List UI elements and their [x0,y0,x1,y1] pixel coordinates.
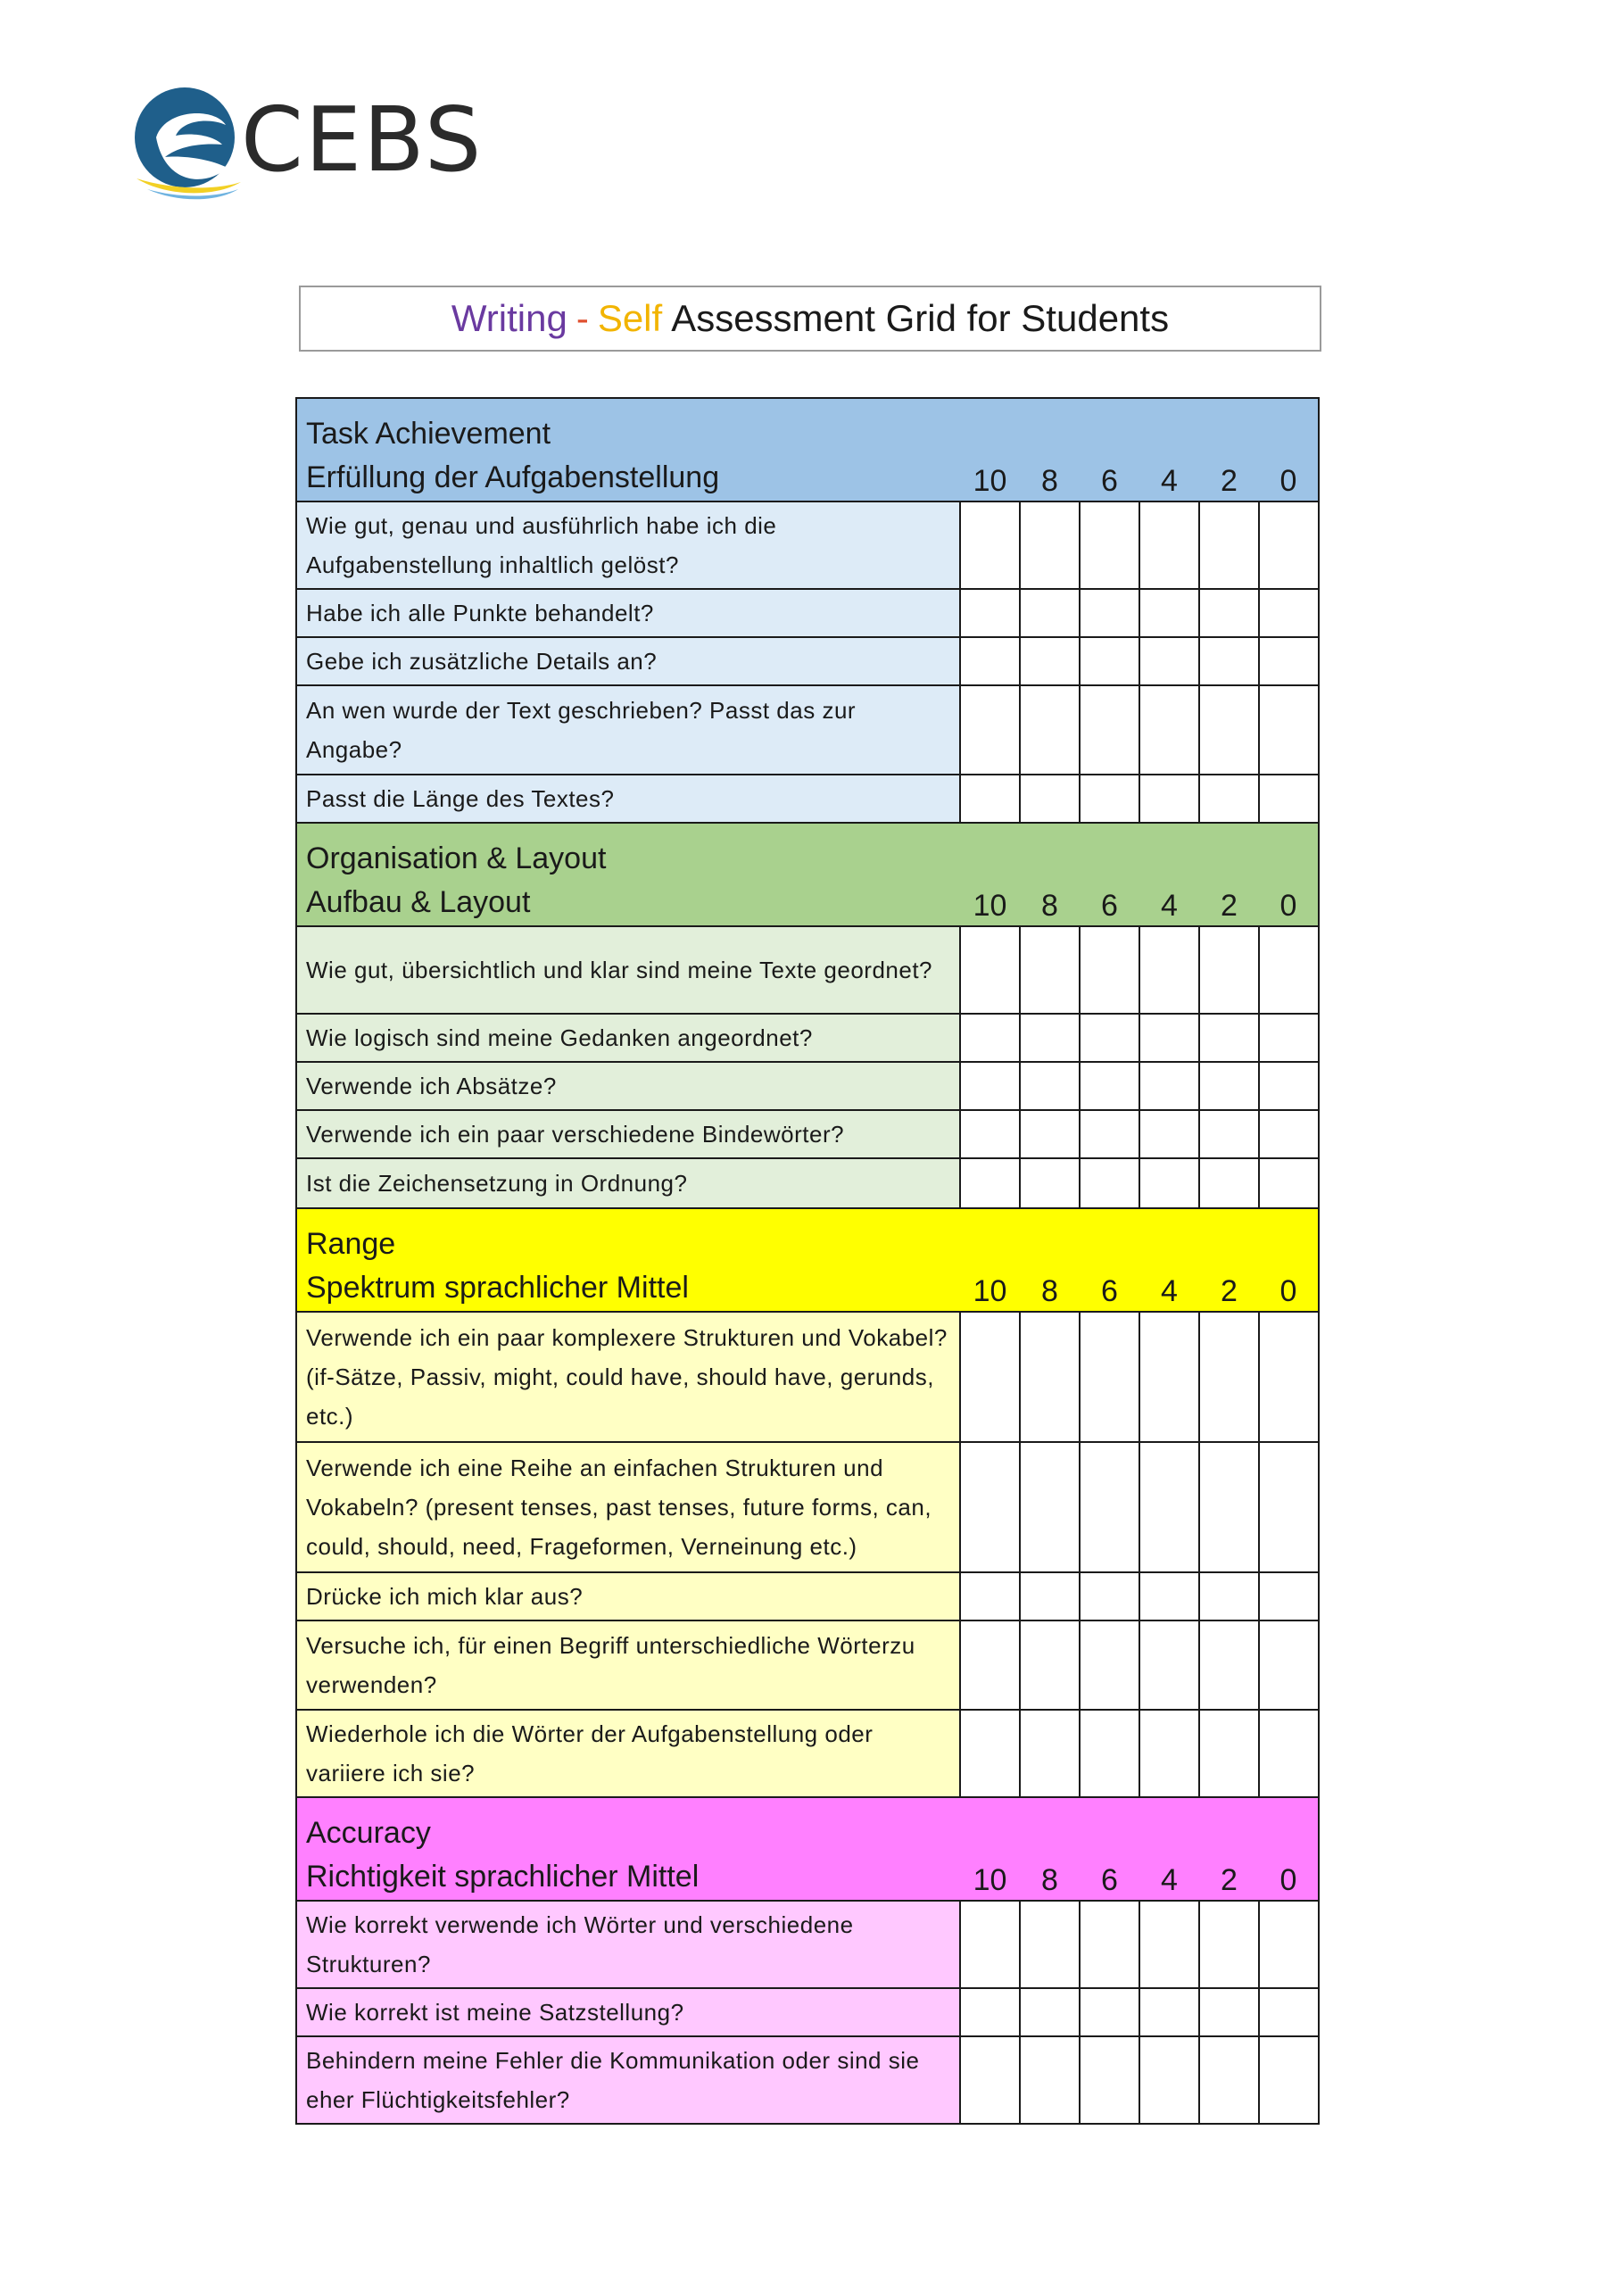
question-text: Wie korrekt ist meine Satzstellung? [296,1988,960,2036]
section-title [296,1797,960,1901]
score-label: 6 [1080,1208,1139,1312]
score-cell[interactable] [1020,1710,1080,1797]
question-text: Ist die Zeichensetzung in Ordnung? [296,1158,960,1208]
score-cell[interactable] [960,775,1020,823]
question-row [296,1442,1319,1572]
section-title-en: Range [306,1227,396,1261]
question-text: Wie korrekt verwende ich Wörter und verschiedene Strukturen? [296,1901,960,1988]
score-cell[interactable] [1259,589,1319,637]
score-cell[interactable] [1139,1014,1199,1062]
score-cell[interactable] [1020,2036,1080,2124]
section-header [296,1797,1319,1901]
score-cell[interactable] [1020,1014,1080,1062]
score-cell[interactable] [1199,1988,1259,2036]
score-cell[interactable] [1080,1110,1139,1158]
score-cell[interactable] [1199,1620,1259,1710]
score-cell[interactable] [960,1062,1020,1110]
score-cell[interactable] [1139,1572,1199,1620]
score-cell[interactable] [1080,1901,1139,1988]
score-cell[interactable] [1020,1158,1080,1208]
score-cell[interactable] [1259,1312,1319,1442]
score-cell[interactable] [1020,775,1080,823]
question-row [296,1901,1319,1988]
question-row [296,1014,1319,1062]
score-label: 2 [1199,1797,1259,1901]
assessment-grid [295,397,1320,2125]
section-title-de: Aufbau & Layout [306,885,531,919]
score-label: 8 [1020,1797,1080,1901]
logo-text: CEBS [241,87,484,192]
score-cell[interactable] [1259,1158,1319,1208]
score-cell[interactable] [1139,1110,1199,1158]
section-title-de: Spektrum sprachlicher Mittel [306,1271,689,1305]
section-title-en: Organisation & Layout [306,841,607,875]
score-label: 4 [1139,1797,1199,1901]
score-cell[interactable] [1199,1062,1259,1110]
score-cell[interactable] [1139,1620,1199,1710]
score-cell[interactable] [960,926,1020,1014]
score-cell[interactable] [1259,926,1319,1014]
score-label: 0 [1259,823,1319,926]
question-text: Verwende ich ein paar komplexere Strukturen und Vokabel? (if-Sätze, Passiv, might, could have, should have, gerunds, etc.) [296,1312,960,1442]
score-cell[interactable] [1199,775,1259,823]
score-label: 0 [1259,398,1319,501]
section-header [296,1208,1319,1312]
question-text: Versuche ich, für einen Begriff unterschiedliche Wörterzu verwenden? [296,1620,960,1710]
score-cell[interactable] [960,1158,1020,1208]
score-cell[interactable] [1199,1014,1259,1062]
score-cell[interactable] [1199,2036,1259,2124]
score-cell[interactable] [1199,1442,1259,1572]
question-text: Verwende ich ein paar verschiedene Bindewörter? [296,1110,960,1158]
question-row [296,589,1319,637]
score-cell[interactable] [960,1710,1020,1797]
question-row [296,685,1319,775]
score-cell[interactable] [960,1901,1020,1988]
score-cell[interactable] [960,1572,1020,1620]
score-cell[interactable] [1020,1620,1080,1710]
score-cell[interactable] [1139,637,1199,685]
cebs-logo-icon [129,82,245,207]
score-label: 10 [960,398,1020,501]
section-title [296,1208,960,1312]
score-cell[interactable] [1080,2036,1139,2124]
question-text: Verwende ich eine Reihe an einfachen Strukturen und Vokabeln? (present tenses, past tenses, future forms, can, could, should, need, Frageformen, Verneinung etc.) [296,1442,960,1572]
score-cell[interactable] [1139,1312,1199,1442]
score-cell[interactable] [1199,1312,1259,1442]
score-cell[interactable] [1020,1572,1080,1620]
score-cell[interactable] [1080,1062,1139,1110]
score-cell[interactable] [1080,1988,1139,2036]
score-cell[interactable] [1139,1710,1199,1797]
score-cell[interactable] [1259,1442,1319,1572]
score-cell[interactable] [1259,501,1319,589]
score-cell[interactable] [960,2036,1020,2124]
question-text: Behindern meine Fehler die Kommunikation oder sind sie eher Flüchtigkeitsfehler? [296,2036,960,2124]
score-cell[interactable] [1199,1710,1259,1797]
score-cell[interactable] [960,1014,1020,1062]
question-row [296,775,1319,823]
score-label: 4 [1139,398,1199,501]
score-cell[interactable] [1020,589,1080,637]
score-cell[interactable] [1259,1620,1319,1710]
score-cell[interactable] [960,637,1020,685]
score-cell[interactable] [1139,1062,1199,1110]
score-cell[interactable] [1259,1014,1319,1062]
page-title [299,286,1321,352]
question-row [296,1988,1319,2036]
score-cell[interactable] [1259,1710,1319,1797]
score-cell[interactable] [1020,637,1080,685]
score-cell[interactable] [1020,1442,1080,1572]
score-cell[interactable] [960,1312,1020,1442]
score-label: 0 [1259,1208,1319,1312]
score-label: 6 [1080,823,1139,926]
score-cell[interactable] [1259,1572,1319,1620]
score-cell[interactable] [1080,1312,1139,1442]
score-cell[interactable] [1139,926,1199,1014]
score-cell[interactable] [1259,2036,1319,2124]
score-cell[interactable] [1139,2036,1199,2124]
section-title-en: Task Achievement [306,417,551,451]
score-cell[interactable] [1080,1014,1139,1062]
score-label: 8 [1020,398,1080,501]
section-title [296,823,960,926]
score-label: 6 [1080,398,1139,501]
section-header [296,823,1319,926]
score-cell[interactable] [1259,1901,1319,1988]
score-cell[interactable] [1199,501,1259,589]
score-cell[interactable] [1139,501,1199,589]
score-label: 10 [960,1208,1020,1312]
question-text: Habe ich alle Punkte behandelt? [296,589,960,637]
score-cell[interactable] [1080,1442,1139,1572]
score-cell[interactable] [1259,1988,1319,2036]
question-row [296,1062,1319,1110]
score-cell[interactable] [1080,501,1139,589]
score-cell[interactable] [1080,637,1139,685]
question-row [296,926,1319,1014]
score-cell[interactable] [1020,1110,1080,1158]
score-cell[interactable] [1259,637,1319,685]
score-cell[interactable] [1259,1062,1319,1110]
score-cell[interactable] [1020,1312,1080,1442]
score-cell[interactable] [1080,1158,1139,1208]
score-cell[interactable] [1139,589,1199,637]
score-cell[interactable] [1199,637,1259,685]
question-text: An wen wurde der Text geschrieben? Passt das zur Angabe? [296,685,960,775]
cebs-logo [129,82,484,207]
score-cell[interactable] [1020,926,1080,1014]
title-writing: Writing [451,297,567,339]
question-text: Gebe ich zusätzliche Details an? [296,637,960,685]
score-cell[interactable] [1139,685,1199,775]
section-title [296,398,960,501]
title-self: Self [597,297,663,339]
score-label: 2 [1199,1208,1259,1312]
score-cell[interactable] [960,501,1020,589]
question-row [296,637,1319,685]
score-cell[interactable] [1199,1110,1259,1158]
score-label: 8 [1020,1208,1080,1312]
score-cell[interactable] [1259,685,1319,775]
score-cell[interactable] [1259,775,1319,823]
score-cell[interactable] [1139,1158,1199,1208]
section-header [296,398,1319,501]
question-row [296,501,1319,589]
score-cell[interactable] [1080,685,1139,775]
question-row [296,1158,1319,1208]
question-text: Drücke ich mich klar aus? [296,1572,960,1620]
score-cell[interactable] [1139,1442,1199,1572]
score-label: 4 [1139,1208,1199,1312]
score-cell[interactable] [1199,1572,1259,1620]
score-cell[interactable] [1080,1710,1139,1797]
score-cell[interactable] [960,1620,1020,1710]
question-row [296,1620,1319,1710]
question-row [296,1572,1319,1620]
score-label: 4 [1139,823,1199,926]
score-cell[interactable] [1139,1988,1199,2036]
score-label: 8 [1020,823,1080,926]
question-text: Wie gut, genau und ausführlich habe ich die Aufgabenstellung inhaltlich gelöst? [296,501,960,589]
score-label: 10 [960,1797,1020,1901]
score-label: 2 [1199,398,1259,501]
score-cell[interactable] [1139,775,1199,823]
score-cell[interactable] [1080,1572,1139,1620]
score-label: 6 [1080,1797,1139,1901]
score-label: 0 [1259,1797,1319,1901]
score-cell[interactable] [1259,1110,1319,1158]
score-cell[interactable] [1199,1158,1259,1208]
score-cell[interactable] [960,685,1020,775]
score-cell[interactable] [1020,501,1080,589]
score-cell[interactable] [960,589,1020,637]
section-title-de: Richtigkeit sprachlicher Mittel [306,1860,700,1894]
question-text: Wiederhole ich die Wörter der Aufgabenstellung oder variiere ich sie? [296,1710,960,1797]
question-row [296,1710,1319,1797]
question-row [296,2036,1319,2124]
score-cell[interactable] [960,1110,1020,1158]
score-cell[interactable] [1020,685,1080,775]
score-cell[interactable] [1199,926,1259,1014]
section-title-de: Erfüllung der Aufgabenstellung [306,460,720,494]
score-cell[interactable] [960,1988,1020,2036]
score-cell[interactable] [1199,1901,1259,1988]
score-label: 10 [960,823,1020,926]
title-rest: Assessment Grid for Students [671,297,1170,339]
score-cell[interactable] [1139,1901,1199,1988]
question-row [296,1110,1319,1158]
question-text: Wie logisch sind meine Gedanken angeordnet? [296,1014,960,1062]
score-cell[interactable] [1080,926,1139,1014]
question-text: Wie gut, übersichtlich und klar sind meine Texte geordnet? [296,926,960,1014]
title-separator: - [576,297,589,339]
score-cell[interactable] [960,1442,1020,1572]
score-cell[interactable] [1199,589,1259,637]
score-cell[interactable] [1020,1901,1080,1988]
score-cell[interactable] [1020,1062,1080,1110]
score-cell[interactable] [1020,1988,1080,2036]
score-cell[interactable] [1199,685,1259,775]
score-cell[interactable] [1080,775,1139,823]
question-text: Verwende ich Absätze? [296,1062,960,1110]
question-text: Passt die Länge des Textes? [296,775,960,823]
score-cell[interactable] [1080,589,1139,637]
score-label: 2 [1199,823,1259,926]
question-row [296,1312,1319,1442]
score-cell[interactable] [1080,1620,1139,1710]
section-title-en: Accuracy [306,1816,431,1850]
